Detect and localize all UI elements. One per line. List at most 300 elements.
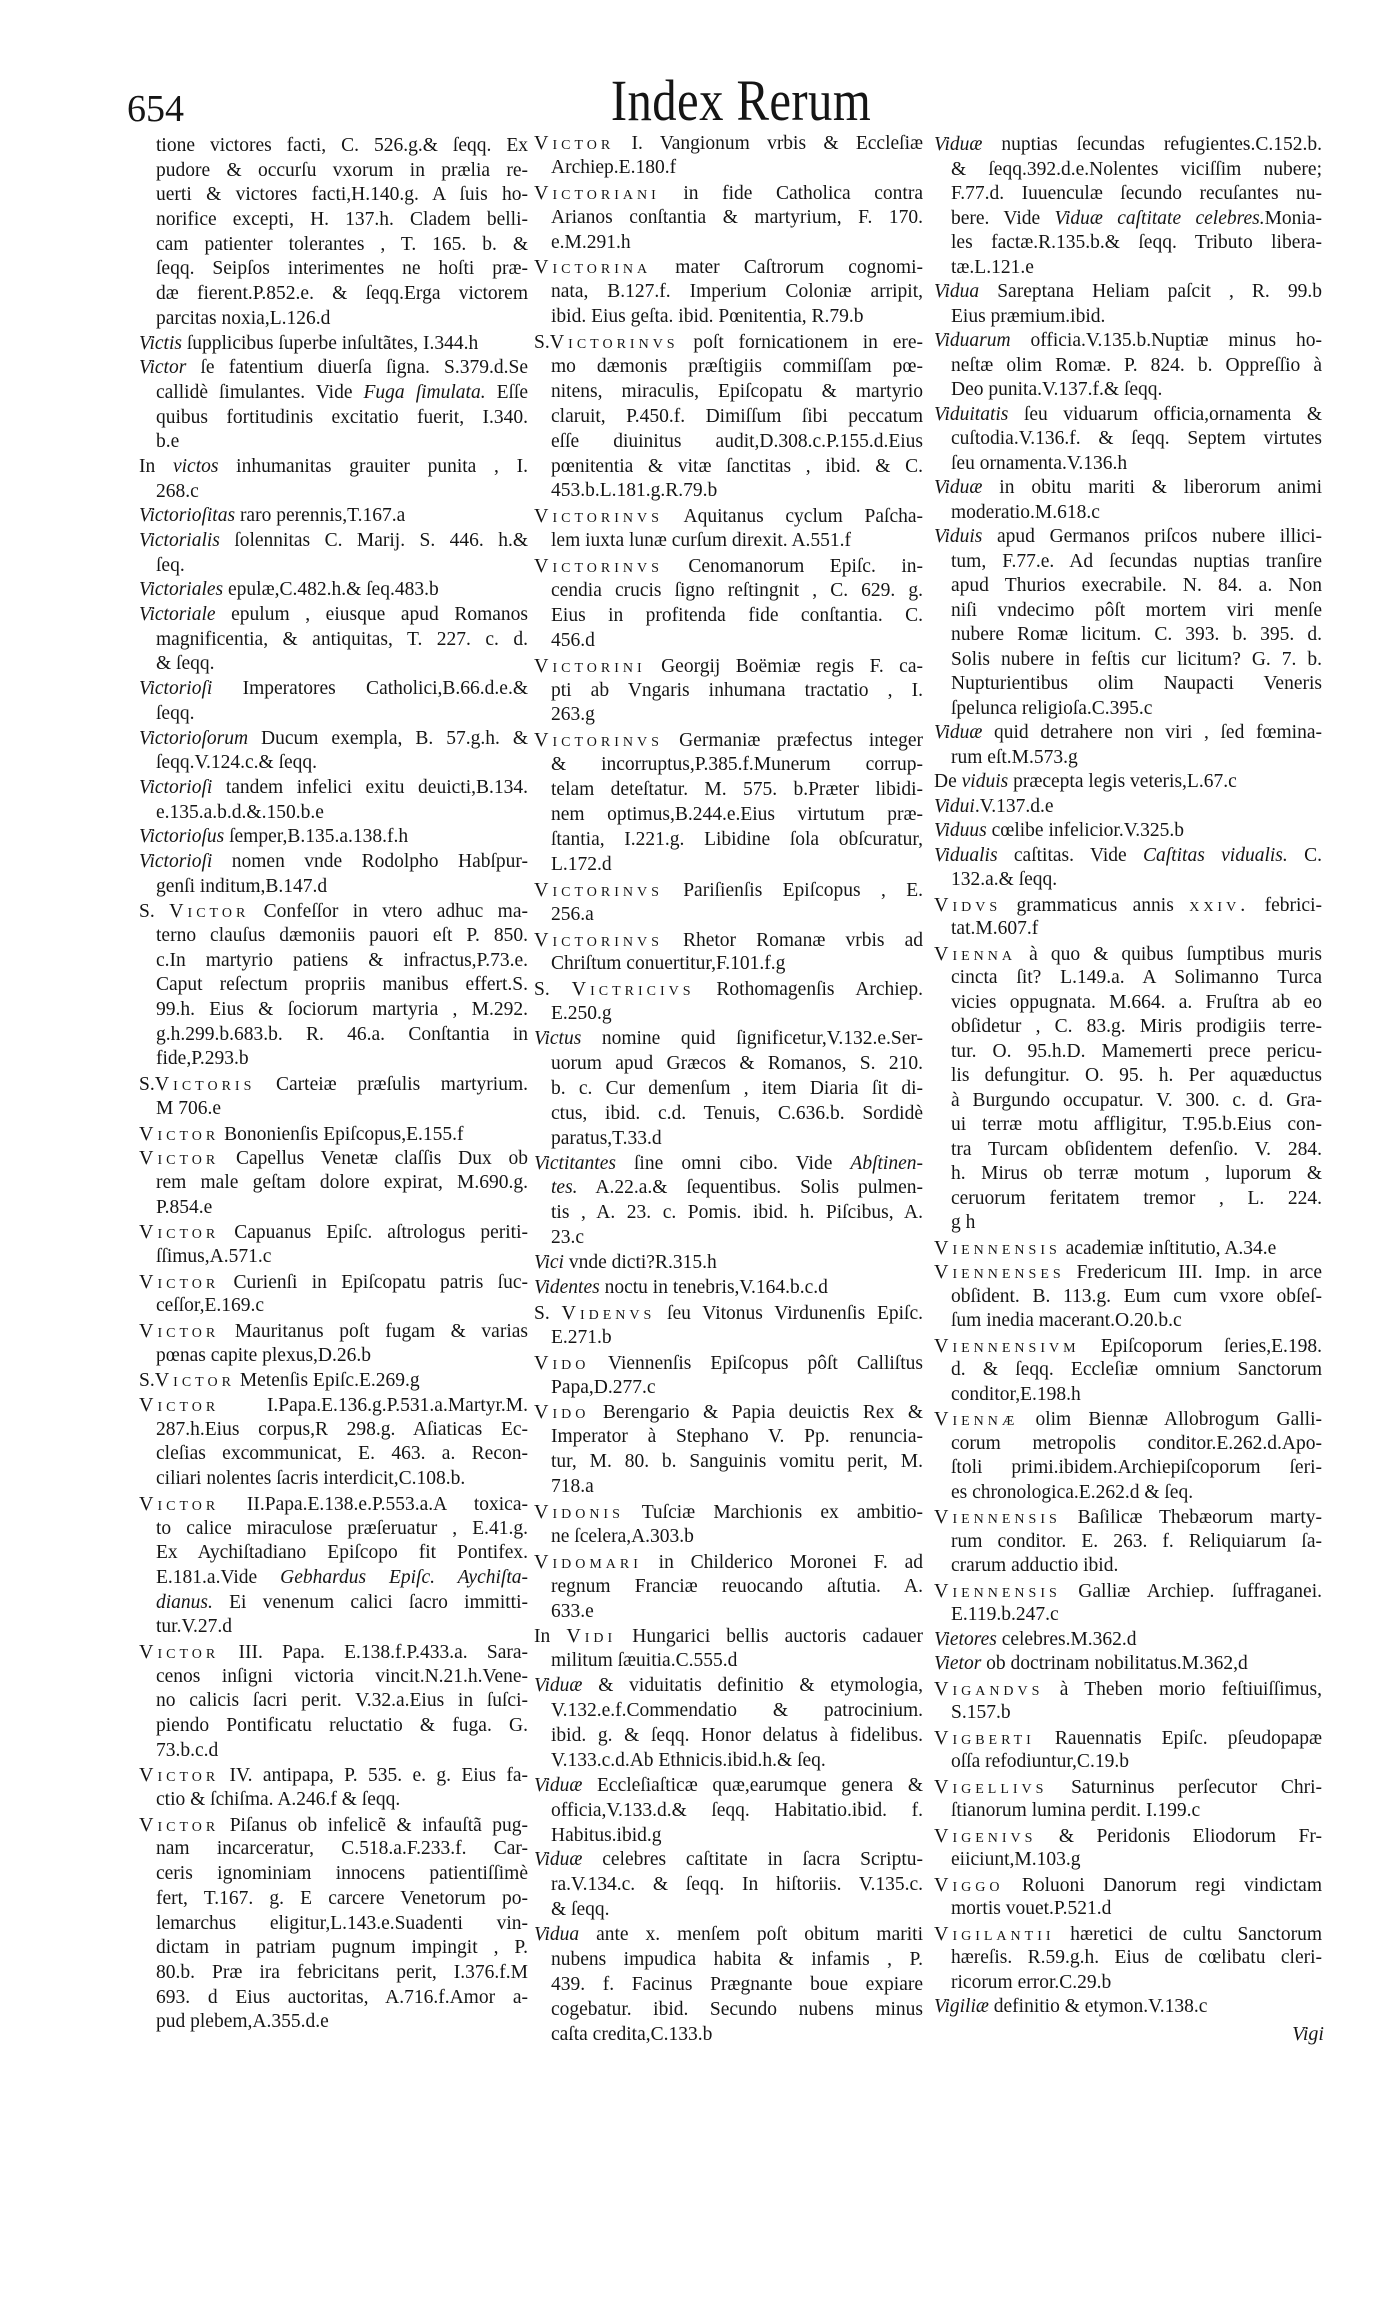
headword: Victricivs (571, 978, 695, 1001)
index-line (934, 1505, 1322, 1530)
italic-term: Victitantes (534, 1152, 616, 1174)
italic-term: Viduæ (934, 722, 983, 743)
entry-text: ſine omni cibo. Vide (615, 1152, 851, 1174)
entry-text: uorum apud Græcos & Romanos, S. 210. (551, 1052, 923, 1074)
italic-term: dianus. (156, 1591, 213, 1613)
line-text (934, 1873, 1322, 1899)
line-text (951, 1285, 1322, 1310)
entry-text: S. (139, 1074, 155, 1096)
entry-text: 80.b. Præ ira febricitans perit, I.376.f.M (156, 1961, 528, 1983)
entry-text: Capuanus Epiſc. aſtrologus periti- (219, 1222, 528, 1244)
index-entry (934, 1775, 1322, 1824)
entry-text: Metenſis Epiſc.E.269.g (234, 1370, 420, 1392)
entry-text: grammaticus annis (1001, 894, 1190, 916)
index-entry (934, 1726, 1322, 1775)
line-text (534, 255, 923, 281)
index-line (534, 1973, 923, 1998)
line-text (951, 1799, 1200, 1824)
line-text (139, 1319, 528, 1345)
entry-text: pœnas capite plexus,D.26.b (156, 1344, 371, 1366)
line-text (951, 378, 1162, 403)
entry-text: nomine quid ſignificetur,V.132.e.Ser- (581, 1028, 923, 1050)
entry-text: fide,P.293.b (156, 1048, 249, 1070)
index-line (534, 1550, 923, 1575)
entry-text: quid detrahere non viri , ſed fœmina- (982, 722, 1322, 743)
line-text (156, 1344, 371, 1369)
line-text (551, 1002, 612, 1027)
line-text (156, 208, 528, 233)
index-line (534, 1400, 923, 1425)
entry-text: neſtæ olim Romæ. P. 824. b. Oppreſſio à (951, 354, 1322, 376)
entry-text: præcepta legis veteris,L.67.c (1008, 771, 1237, 792)
entry-text: 633.e (551, 1600, 594, 1622)
index-line (534, 1699, 923, 1724)
index-entry (934, 1236, 1322, 1261)
index-line (534, 1575, 923, 1600)
headword: Victorinvs (534, 505, 663, 528)
line-text (156, 1887, 528, 1912)
index-entry (934, 1677, 1322, 1726)
index-line (534, 778, 923, 803)
italic-term: Victorioſorum (139, 727, 249, 749)
entry-text: 99.h. Eius & ſociorum martyria , M.292. (156, 999, 528, 1021)
line-text (934, 1505, 1322, 1531)
entry-text: b.e (156, 431, 180, 453)
line-text (951, 1015, 1322, 1040)
italic-term: Vigiliæ (934, 1996, 989, 2017)
index-line (534, 479, 923, 504)
index-line (934, 942, 1322, 967)
index-entry (934, 1334, 1322, 1408)
index-line (934, 991, 1322, 1016)
line-text (156, 1566, 528, 1591)
index-line (534, 1027, 923, 1052)
headword: Vidonis (534, 1500, 624, 1523)
line-text (551, 355, 923, 380)
index-line (934, 207, 1322, 232)
index-entry (139, 1492, 528, 1640)
line-text (934, 1628, 1137, 1653)
line-text (934, 942, 1322, 968)
line-text (551, 1749, 826, 1774)
headword: Viennensis (934, 1506, 1061, 1528)
entry-text: cincta ſit? L.149.a. A Solimanno Turca (951, 967, 1322, 988)
entry-text: Berengario & Papia deuictis Rex & (589, 1402, 923, 1424)
entry-text: nitens, miraculis, Epiſcopatu & martyrio (551, 380, 923, 402)
line-text (156, 1986, 528, 2011)
line-text (551, 629, 595, 654)
line-text (156, 1714, 528, 1739)
index-line (534, 1201, 923, 1226)
line-text (951, 501, 1100, 526)
entry-text: tur, M. 80. b. Sanguinis vomitu perit, M. (551, 1451, 923, 1473)
line-text (551, 803, 923, 828)
headword: Vidi (566, 1625, 617, 1648)
entry-text: mo dæmonis præſtigiis commiſſam pœ- (551, 356, 923, 378)
italic-term: Viduæ (534, 1675, 583, 1697)
italic-term: Vietor (934, 1653, 982, 1674)
index-line (139, 455, 528, 480)
entry-text: ſeqq. (156, 702, 195, 724)
line-text (139, 1072, 528, 1098)
index-line (934, 1113, 1322, 1138)
index-line (139, 1023, 528, 1048)
entry-text: ra.V.134.c. & ſeqq. In hiſtoriis. V.135.c. (551, 1874, 923, 1896)
italic-term: Victorioſus (139, 826, 225, 848)
entry-text: cogebatur. ibid. Secundo nubens minus (551, 1998, 923, 2020)
entry-text: noctu in tenebris,V.164.b.c.d (599, 1276, 828, 1298)
index-entry (534, 1276, 923, 1301)
index-line (139, 1665, 528, 1690)
index-line (934, 1824, 1322, 1849)
entry-text: Solis nubere in feſtis cur licitum? G. 7. b. (951, 648, 1322, 670)
entry-text: IV. antipapa, P. 535. e. g. Eius fa- (219, 1765, 528, 1787)
line-text (951, 1897, 1111, 1922)
line-text (951, 966, 1322, 991)
index-line (534, 1848, 923, 1873)
index-line (934, 1530, 1322, 1555)
entry-text: cleſias excommunicat, E. 463. a. Recon- (156, 1443, 528, 1465)
index-line (139, 1813, 528, 1838)
italic-term: Vidualis (934, 844, 998, 866)
headword: Vido (534, 1351, 590, 1374)
index-entry (534, 1500, 923, 1550)
line-text (156, 1862, 528, 1887)
headword: Viennensis (934, 1236, 1061, 1259)
entry-text: tum, F.77.e. Ad ſecundas nuptias tranſire (951, 550, 1322, 572)
line-text (534, 928, 923, 954)
headword: Vigilantii (934, 1922, 1055, 1945)
line-text (934, 403, 1322, 428)
index-line (534, 703, 923, 728)
headword: xxiv. (1189, 893, 1250, 916)
line-text (551, 231, 631, 256)
line-text (156, 1591, 528, 1616)
entry-text: Fredericum III. Imp. in arce (1064, 1262, 1322, 1283)
entry-text: Imperator à Stephano V. Pp. renuncia- (551, 1426, 923, 1448)
index-line (934, 1211, 1322, 1236)
entry-text: ſemper,B.135.a.138.f.h (224, 826, 409, 848)
index-line (934, 1677, 1322, 1702)
index-line (534, 255, 923, 280)
headword: Victor (139, 1320, 220, 1342)
headword: Viennæ (934, 1408, 1019, 1430)
entry-text: norifice excepti, H. 137.h. Cladem belli- (156, 209, 528, 231)
entry-text: E.250.g (551, 1003, 612, 1025)
entry-text: Deo punita.V.137.f.& ſeqq. (951, 379, 1163, 400)
index-line (534, 1624, 923, 1649)
headword: Viennensis (934, 1579, 1061, 1602)
index-entry (934, 1260, 1322, 1334)
line-text (934, 1236, 1276, 1262)
entry-text: rem male geſtam dolore expirat, M.690.g. (156, 1171, 528, 1193)
line-text (951, 1187, 1322, 1212)
entry-text: S. (534, 1302, 562, 1324)
entry-text: Tuſciæ Marchionis ex ambitio- (623, 1501, 923, 1523)
index-line (139, 2010, 528, 2035)
line-text (551, 778, 923, 803)
entry-text: ſeu ornamenta.V.136.h (951, 452, 1128, 474)
line-text (951, 1554, 1118, 1579)
index-line (534, 1799, 923, 1824)
entry-text: 693. d Eius auctoritas, A.716.f.Amor a- (156, 1986, 528, 2008)
entry-text: 23.c (551, 1227, 585, 1249)
index-line (534, 529, 923, 554)
index-line (534, 1052, 923, 1077)
index-entry (934, 1995, 1322, 2020)
index-line (139, 1220, 528, 1245)
index-line (139, 1467, 528, 1492)
index-line (139, 1393, 528, 1418)
index-entry (934, 525, 1322, 721)
index-line (934, 1187, 1322, 1212)
entry-text: ſupplicibus ſuperbe inſultãtes, I.344.h (181, 332, 479, 354)
entry-text: ſtoli primi.ibidem.Archiepiſcoporum ſeri- (951, 1457, 1322, 1478)
index-line (534, 1525, 923, 1550)
headword: Victor (139, 1813, 220, 1836)
index-line (534, 405, 923, 430)
line-text (156, 1517, 528, 1542)
entry-text: ibid. Eius geſta. ibid. Pœnitentia, R.79.b (551, 306, 864, 328)
index-entry (139, 1368, 528, 1393)
line-text (156, 1665, 528, 1690)
line-text (156, 973, 528, 998)
entry-text: Bononienſis Epiſcopus,E.155.f (219, 1123, 464, 1145)
index-line (139, 1936, 528, 1961)
entry-text: poſt fornicationem in ere- (678, 332, 923, 354)
entry-text: ceſſor,E.169.c (156, 1295, 265, 1317)
entry-text: tur. O. 95.h.D. Mamemerti prece pericu- (951, 1040, 1322, 1062)
index-line (534, 206, 923, 231)
entry-text: Archiep.E.180.f (551, 156, 677, 178)
line-text (951, 550, 1322, 575)
line-text (551, 703, 595, 728)
index-line (534, 1276, 923, 1301)
index-entry (534, 131, 923, 181)
line-text (156, 875, 327, 900)
headword: Victor (139, 1270, 220, 1293)
entry-text: Eius in profitenda fide conſtantia. C. (551, 604, 923, 626)
entry-text: Rhetor Romanæ vrbis ad (662, 929, 923, 951)
line-text (951, 746, 1078, 771)
index-entry (139, 1072, 528, 1121)
italic-term: victos (172, 455, 219, 477)
entry-text: nomen vnde Rodolpho Habſpur- (212, 850, 528, 872)
entry-text: Ex Aychiſtadiano Epiſcopo fit Pontifex. (156, 1542, 528, 1564)
line-text (551, 753, 923, 778)
index-entry (934, 1505, 1322, 1579)
index-entry (139, 1763, 528, 1812)
line-text (551, 1948, 923, 1973)
entry-text: ricorum error.C.29.b (951, 1971, 1112, 1993)
italic-term: tes. (551, 1177, 578, 1199)
entry-text: tione victores facti, C. 526.g.& ſeqq. Ex (156, 135, 528, 156)
line-text (551, 2023, 712, 2048)
entry-text: Imperatores Catholici,B.66.d.e.& (212, 678, 528, 700)
entry-text: E.271.b (551, 1326, 612, 1348)
index-line (139, 1492, 528, 1517)
index-line (139, 578, 528, 603)
index-line (139, 1344, 528, 1369)
line-text (156, 1171, 528, 1196)
index-line (934, 1456, 1322, 1481)
line-text (156, 1047, 249, 1072)
line-text (934, 1579, 1322, 1605)
index-entry (534, 1152, 923, 1252)
line-text (534, 728, 923, 754)
line-text (156, 1739, 218, 1764)
line-text (139, 332, 478, 357)
entry-text: Chriſtum conuertitur,F.101.f.g (551, 953, 786, 975)
index-line (139, 825, 528, 850)
index-line (534, 1873, 923, 1898)
entry-text: Ducum exempla, B. 57.g.h. & (248, 727, 528, 749)
line-text (934, 893, 1322, 919)
entry-text: ſe fatentium diuerſa ſigna. S.379.d.Se (186, 357, 528, 379)
line-text (139, 899, 528, 925)
index-line (534, 803, 923, 828)
entry-text: 287.h.Eius corpus,R 298.g. Aſiaticas Ec- (156, 1418, 528, 1440)
entry-text: C. (1287, 844, 1322, 866)
line-text (156, 233, 528, 258)
running-head-title: Index Rerum (610, 68, 872, 133)
index-line (534, 504, 923, 529)
index-line (534, 1351, 923, 1376)
line-text (551, 1649, 737, 1674)
entry-text: oſſa refodiuntur,C.19.b (951, 1751, 1129, 1772)
entry-text: 453.b.L.181.g.R.79.b (551, 480, 718, 502)
entry-text: ceruorum feritatem tremor , L. 224. (951, 1187, 1322, 1209)
line-text (951, 1481, 1193, 1506)
entry-text: ibid. g. & ſeqq. Honor delatus à fidelibus. (551, 1725, 923, 1746)
index-line (934, 697, 1322, 722)
entry-text: Nupturientibus olim Naupacti Veneris (951, 673, 1322, 694)
index-line (534, 878, 923, 903)
headword: Viennenses (934, 1261, 1065, 1283)
index-line (139, 1566, 528, 1591)
entry-text: tandem infelici exitu deuicti,B.134. (212, 776, 528, 798)
index-line (934, 501, 1322, 526)
line-text (156, 1615, 232, 1640)
italic-term: Viduæ (534, 1849, 583, 1871)
index-line (934, 280, 1322, 305)
index-line (534, 1600, 923, 1625)
line-text (951, 231, 1322, 256)
italic-term: Videntes (534, 1276, 600, 1298)
italic-term: Viduæ caſtitate celebres. (1054, 207, 1265, 229)
entry-text: nata, B.127.f. Imperium Coloniæ arripit, (551, 281, 923, 303)
line-text (551, 1824, 662, 1849)
index-entry (534, 1848, 923, 1923)
index-line (934, 819, 1322, 844)
index-entry (934, 1628, 1322, 1653)
entry-text: V.133.c.d.Ab Ethnicis.ibid.h.& ſeq. (551, 1749, 826, 1771)
index-line (139, 776, 528, 801)
index-line (934, 256, 1322, 281)
entry-text: in fide Catholica contra (659, 182, 923, 204)
index-line (534, 1923, 923, 1948)
index-line (934, 525, 1322, 550)
line-text (951, 1432, 1322, 1457)
line-text (934, 525, 1322, 550)
line-text (551, 529, 851, 554)
entry-text: militum ſæuitia.C.555.d (551, 1650, 738, 1672)
entry-text: ſeqq.V.124.c.& ſeqq. (156, 752, 318, 774)
index-line (934, 1334, 1322, 1359)
line-text (156, 801, 324, 826)
line-text (551, 1525, 694, 1550)
line-text (934, 795, 1054, 820)
line-text (551, 1376, 656, 1401)
entry-text: febrici- (1249, 894, 1322, 916)
line-text (551, 1898, 610, 1923)
index-line (139, 1862, 528, 1887)
line-text (156, 1023, 528, 1048)
line-text (156, 406, 528, 431)
line-text (551, 1575, 923, 1600)
index-line (139, 282, 528, 307)
index-line (139, 1961, 528, 1986)
line-text (156, 183, 528, 208)
index-entry (934, 1824, 1322, 1873)
index-line (534, 1301, 923, 1326)
index-line (139, 677, 528, 702)
entry-text: epulæ,C.482.h.& ſeq.483.b (223, 579, 439, 601)
index-line (934, 1775, 1322, 1800)
entry-text: Carteiæ præſulis martyrium. (255, 1074, 528, 1096)
index-line (139, 1640, 528, 1665)
line-text (551, 405, 923, 430)
index-line (934, 1432, 1322, 1457)
entry-text: nubere Romæ licitum. C. 393. b. 395. d. (951, 624, 1322, 645)
entry-text: pti ab Vngaris inhumana tractatio , I. (551, 679, 923, 701)
entry-text: es chronologica.E.262.d & ſeq. (951, 1481, 1194, 1503)
index-line (139, 381, 528, 406)
line-text (551, 1600, 594, 1625)
line-text (139, 850, 528, 875)
index-line (934, 158, 1322, 183)
line-text (534, 1624, 923, 1650)
headword: Vienna (934, 942, 1016, 965)
index-line (139, 949, 528, 974)
line-text (951, 623, 1322, 648)
entry-text: Monia- (1264, 207, 1322, 229)
line-text (534, 554, 923, 580)
italic-term: Victoriales (139, 579, 224, 601)
italic-term: Viduarum (934, 330, 1011, 351)
line-text (951, 158, 1322, 183)
index-line (534, 654, 923, 679)
index-entry (934, 403, 1322, 477)
line-text (551, 380, 923, 405)
entry-text: ctio & ſchiſma. A.246.f & ſeqq. (156, 1789, 401, 1811)
line-text (551, 1998, 923, 2023)
headword: Viggo (934, 1873, 1004, 1896)
index-line (534, 1724, 923, 1749)
index-line (139, 307, 528, 332)
entry-text: Papa,D.277.c (551, 1376, 656, 1398)
index-entry (534, 878, 923, 928)
line-text (934, 1922, 1322, 1948)
index-line (534, 1898, 923, 1923)
headword: Videnvs (561, 1301, 656, 1324)
line-text (934, 721, 1322, 746)
index-entry (534, 1550, 923, 1625)
index-line (534, 1251, 923, 1276)
line-text (139, 1220, 528, 1246)
entry-text: nubens impudica habita & infamis , P. (551, 1949, 923, 1971)
index-line (534, 952, 923, 977)
